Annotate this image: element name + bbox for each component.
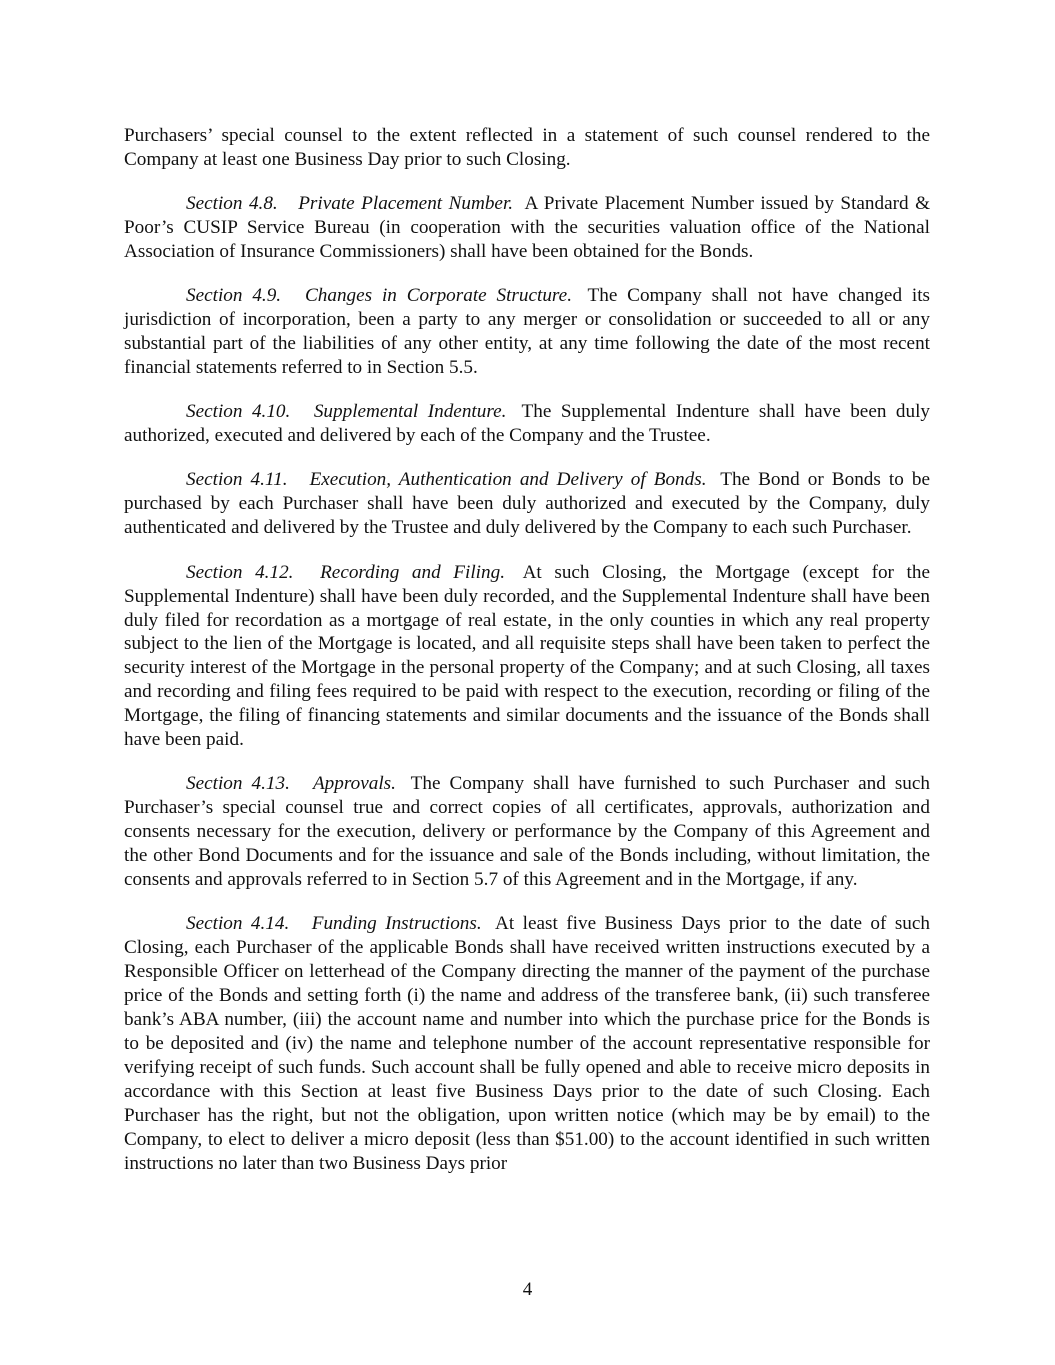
section-4-11: [124, 468, 930, 540]
section-number: Section 4.12.: [186, 561, 294, 583]
section-4-12: [124, 561, 930, 752]
section-number: Section 4.13.: [186, 773, 290, 795]
section-body: The Company shall have furnished to such Purchaser and such Purchaser’s special counsel true and correct copies of all certificates, approvals, authorization and consents necessary for the execution, delivery or performance by the Company of this Agreement and the other Bond Documents and for the issuance and sale of the Bonds including, without limitation, the consents and approvals referred to in Section 5.7 of this Agreement and in the Mortgage, if any.: [124, 773, 931, 891]
section-number: Section 4.14.: [186, 913, 290, 935]
section-title: Approvals.: [312, 773, 396, 795]
continued-paragraph: Purchasers’ special counsel to the extent reflected in a statement of such counsel rendered to the Company at least one Business Day prior to such Closing.: [124, 125, 930, 170]
section-4-9: [124, 284, 930, 380]
section-number: Section 4.11.: [186, 469, 288, 491]
section-title: Supplemental Indenture.: [313, 401, 507, 423]
section-body: The Company shall not have changed its jurisdiction of incorporation, been a party to any merger or consolidation or succeeded to all or any substantial part of the liabilities of any other entity, at any time following the date of the most recent financial statements referred to in Section 5.5.: [124, 285, 931, 378]
section-title: Recording and Filing.: [320, 561, 505, 583]
section-title: Funding Instructions.: [311, 913, 482, 935]
section-body: The Bond or Bonds to be purchased by each Purchaser shall have been duly authorized and executed by the Company, duly authenticated and delivered by the Trustee and duly delivered by the Company to each such Purchaser.: [124, 469, 931, 539]
section-body: The Supplemental Indenture shall have been duly authorized, executed and delivered by each of the Company and the Trustee.: [124, 401, 931, 447]
section-number: Section 4.10.: [186, 401, 291, 423]
section-title: Private Placement Number.: [298, 192, 514, 214]
page-number: 4: [522, 1279, 533, 1300]
section-number: Section 4.9.: [186, 285, 282, 307]
section-title: Changes in Corporate Structure.: [304, 285, 572, 307]
page-body: [124, 124, 930, 1196]
section-body: At least five Business Days prior to the date of such Closing, each Purchaser of the applicable Bonds shall have received written instructions executed by a Responsible Officer on letterhead of the Company directing the manner of the payment of the purchase price of the Bonds and setting forth (i) the name and address of the transferee bank, (ii) such transferee bank’s ABA number, (iii) the account name and number into which the purchase price for the Bonds is to be deposited and (iv) the name and telephone number of the account representative responsible for verifying receipt of such funds. Such account shall be fully opened and able to receive micro deposits in accordance with this Section at least five Business Days prior to the date of such Closing. Each Purchaser has the right, but not the obligation, upon written notice (which may be by email) to the Company, to elect to deliver a micro deposit (less than $51.00) to the account identified in such written instructions no later than two Business Days prior: [124, 913, 930, 1174]
section-4-13: [124, 772, 930, 892]
section-4-8: [124, 192, 930, 264]
section-body: At such Closing, the Mortgage (except for the Supplemental Indenture) shall have been duly recorded, and the Supplemental Indenture shall have been duly filed for recordation as a mortgage of real estate, in the only counties in which any real property subject to the lien of the Mortgage is located, and all requisite steps shall have been taken to perfect the security interest of the Mortgage in the personal property of the Company; and at such Closing, all taxes and recording and filing fees required to be paid with respect to the execution, recording or filing of the Mortgage, the filing of financing statements and similar documents and the issuance of the Bonds shall have been paid.: [124, 561, 930, 751]
section-body: A Private Placement Number issued by Standard & Poor’s CUSIP Service Bureau (in cooperation with the securities valuation office of the National Association of Insurance Commissioners) shall have been obtained for the Bonds.: [124, 192, 931, 262]
section-4-10: [124, 400, 930, 448]
section-4-14: [124, 912, 930, 1175]
section-title: Execution, Authentication and Delivery of Bonds.: [309, 469, 707, 491]
section-number: Section 4.8.: [186, 192, 278, 214]
